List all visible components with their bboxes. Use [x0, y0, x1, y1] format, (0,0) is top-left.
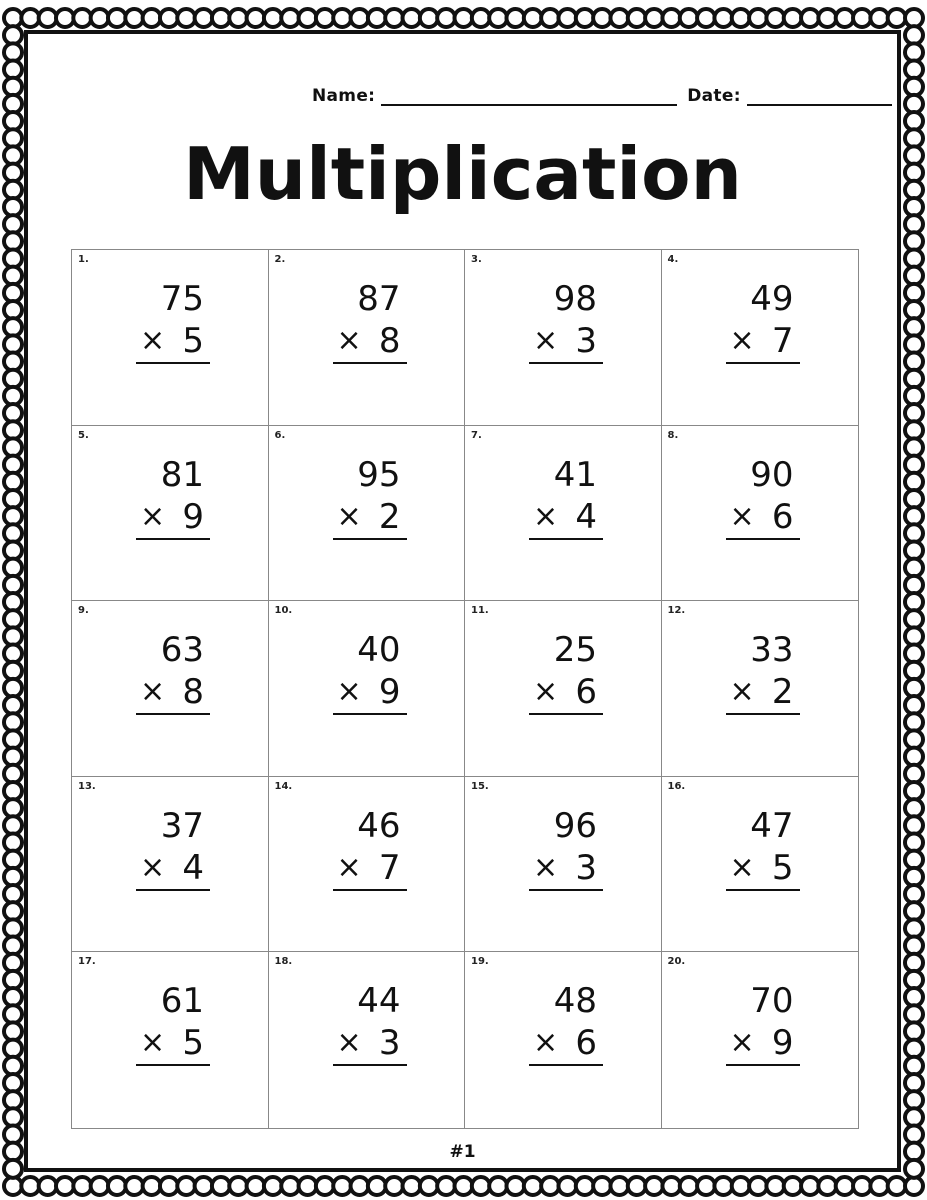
problem-number: 9.	[78, 605, 89, 617]
date-label: Date:	[687, 86, 741, 106]
multiplier-row	[726, 496, 800, 540]
problem-cell[interactable]	[465, 601, 662, 777]
multiplier-row	[136, 320, 210, 364]
problem-cell[interactable]	[269, 601, 466, 777]
worksheet-page	[24, 30, 901, 1172]
times-sign: ×	[336, 323, 362, 358]
multiplier-row	[136, 671, 210, 715]
problem-cell[interactable]	[465, 250, 662, 426]
multiplicand: 96	[553, 805, 597, 846]
multiplication-problem	[136, 454, 210, 540]
multiplier: 7	[378, 847, 401, 888]
times-sign: ×	[533, 1025, 559, 1061]
multiplicand: 37	[160, 805, 204, 846]
multiplication-problem	[333, 454, 407, 540]
worksheet-number: #1	[449, 1142, 476, 1162]
problem-number: 11.	[471, 605, 489, 617]
multiplier: 3	[575, 321, 597, 361]
multiplicand: 61	[160, 981, 204, 1022]
problem-number: 5.	[78, 429, 89, 441]
multiplier: 6	[575, 672, 597, 713]
problem-number: 2.	[274, 254, 286, 265]
problem-number: 1.	[78, 254, 89, 265]
multiplicand: 98	[553, 279, 597, 319]
times-sign: ×	[533, 498, 559, 534]
multiplicand: 70	[750, 981, 794, 1022]
multiplication-problem	[136, 980, 210, 1066]
multiplier-row	[726, 1022, 800, 1066]
multiplier-row	[333, 1022, 407, 1066]
multiplier-row	[529, 1022, 603, 1066]
problem-number: 10.	[274, 605, 293, 617]
multiplicand: 81	[160, 454, 204, 495]
multiplication-problem	[529, 629, 603, 715]
problem-number: 17.	[78, 956, 96, 968]
multiplier-row	[136, 496, 210, 540]
multiplier-row	[136, 1022, 210, 1066]
times-sign: ×	[729, 674, 755, 710]
multiplier-row	[529, 496, 603, 540]
multiplication-problem	[333, 805, 407, 891]
multiplier-row	[529, 847, 603, 891]
problem-cell[interactable]	[72, 426, 269, 602]
problem-number: 3.	[471, 254, 482, 265]
times-sign: ×	[533, 674, 559, 710]
page-title: Multiplication	[183, 132, 742, 216]
multiplication-problem	[136, 805, 210, 891]
problem-cell[interactable]	[269, 777, 466, 953]
name-label: Name:	[312, 86, 376, 106]
multiplication-problem	[529, 454, 603, 540]
problem-number: 15.	[471, 780, 489, 792]
multiplier-row	[136, 847, 210, 891]
problem-number: 18.	[274, 956, 293, 968]
problem-number: 14.	[274, 780, 293, 792]
multiplier: 5	[771, 847, 794, 888]
multiplication-problem	[726, 629, 800, 715]
multiplication-problem	[333, 980, 407, 1066]
header-fields	[312, 76, 892, 106]
times-sign: ×	[140, 323, 166, 358]
problem-cell[interactable]	[269, 250, 466, 426]
times-sign: ×	[533, 323, 559, 358]
problem-number: 13.	[78, 780, 96, 792]
multiplicand: 87	[357, 279, 401, 319]
multiplier-row	[529, 671, 603, 715]
multiplier: 5	[182, 321, 204, 361]
multiplier-row	[726, 671, 800, 715]
problem-number: 19.	[471, 956, 489, 968]
times-sign: ×	[336, 498, 362, 534]
problem-number: 6.	[274, 429, 286, 441]
problem-number: 4.	[667, 254, 679, 265]
problem-cell[interactable]	[269, 952, 466, 1128]
multiplier: 3	[575, 847, 597, 888]
times-sign: ×	[336, 849, 362, 885]
times-sign: ×	[140, 498, 166, 534]
multiplicand: 95	[357, 454, 401, 495]
problem-cell[interactable]	[662, 777, 859, 953]
problem-number: 8.	[667, 429, 679, 441]
multiplier: 8	[182, 672, 204, 713]
problem-number: 12.	[667, 605, 686, 617]
multiplier-row	[726, 847, 800, 891]
multiplier-row	[333, 847, 407, 891]
multiplier: 2	[378, 496, 401, 537]
multiplier: 4	[182, 847, 204, 888]
multiplicand: 40	[357, 630, 401, 671]
times-sign: ×	[140, 849, 166, 885]
times-sign: ×	[140, 674, 166, 710]
multiplication-problem	[333, 629, 407, 715]
problem-cell[interactable]	[662, 952, 859, 1128]
times-sign: ×	[336, 674, 362, 710]
multiplicand: 49	[750, 279, 794, 319]
times-sign: ×	[729, 1025, 755, 1061]
multiplier-row	[333, 320, 407, 364]
multiplier: 6	[575, 1023, 597, 1064]
multiplier: 5	[182, 1023, 204, 1064]
multiplier-row	[333, 496, 407, 540]
problem-cell[interactable]	[72, 952, 269, 1128]
multiplier-row	[726, 320, 800, 364]
multiplication-problem	[726, 454, 800, 540]
times-sign: ×	[336, 1025, 362, 1061]
multiplication-problem	[136, 278, 210, 364]
multiplier: 9	[771, 1023, 794, 1064]
multiplicand: 46	[357, 805, 401, 846]
multiplicand: 41	[553, 454, 597, 495]
multiplicand: 25	[553, 630, 597, 671]
multiplier: 7	[771, 321, 794, 361]
times-sign: ×	[533, 849, 559, 885]
multiplicand: 90	[750, 454, 794, 495]
multiplication-problem	[333, 278, 407, 364]
multiplication-problem	[726, 805, 800, 891]
multiplicand: 63	[160, 630, 204, 671]
problem-cell[interactable]	[465, 426, 662, 602]
problem-cell[interactable]	[465, 777, 662, 953]
times-sign: ×	[729, 498, 755, 534]
multiplication-problem	[136, 629, 210, 715]
multiplication-problem	[529, 278, 603, 364]
multiplicand: 75	[160, 279, 204, 319]
multiplication-problem	[726, 278, 800, 364]
problem-cell[interactable]	[72, 777, 269, 953]
problem-cell[interactable]	[465, 952, 662, 1128]
multiplicand: 47	[750, 805, 794, 846]
problem-number: 20.	[667, 956, 686, 968]
date-field[interactable]	[747, 86, 892, 106]
problem-grid	[71, 249, 859, 1129]
times-sign: ×	[729, 849, 755, 885]
name-field[interactable]	[381, 86, 677, 106]
problem-number: 7.	[471, 429, 482, 441]
problem-cell[interactable]	[662, 250, 859, 426]
multiplicand: 48	[553, 981, 597, 1022]
multiplication-problem	[529, 980, 603, 1066]
multiplier-row	[529, 320, 603, 364]
multiplicand: 33	[750, 630, 794, 671]
multiplier: 2	[771, 672, 794, 713]
problem-cell[interactable]	[72, 601, 269, 777]
multiplicand: 44	[357, 981, 401, 1022]
multiplication-problem	[529, 805, 603, 891]
problem-number: 16.	[667, 780, 686, 792]
times-sign: ×	[729, 323, 755, 358]
multiplier: 6	[771, 496, 794, 537]
multiplier: 9	[378, 672, 401, 713]
problem-cell[interactable]	[269, 426, 466, 602]
multiplier: 3	[378, 1023, 401, 1064]
multiplier-row	[333, 671, 407, 715]
multiplier: 4	[575, 496, 597, 537]
multiplier: 8	[378, 321, 401, 361]
times-sign: ×	[140, 1025, 166, 1061]
multiplier: 9	[182, 496, 204, 537]
problem-cell[interactable]	[662, 601, 859, 777]
multiplication-problem	[726, 980, 800, 1066]
problem-cell[interactable]	[72, 250, 269, 426]
problem-cell[interactable]	[662, 426, 859, 602]
